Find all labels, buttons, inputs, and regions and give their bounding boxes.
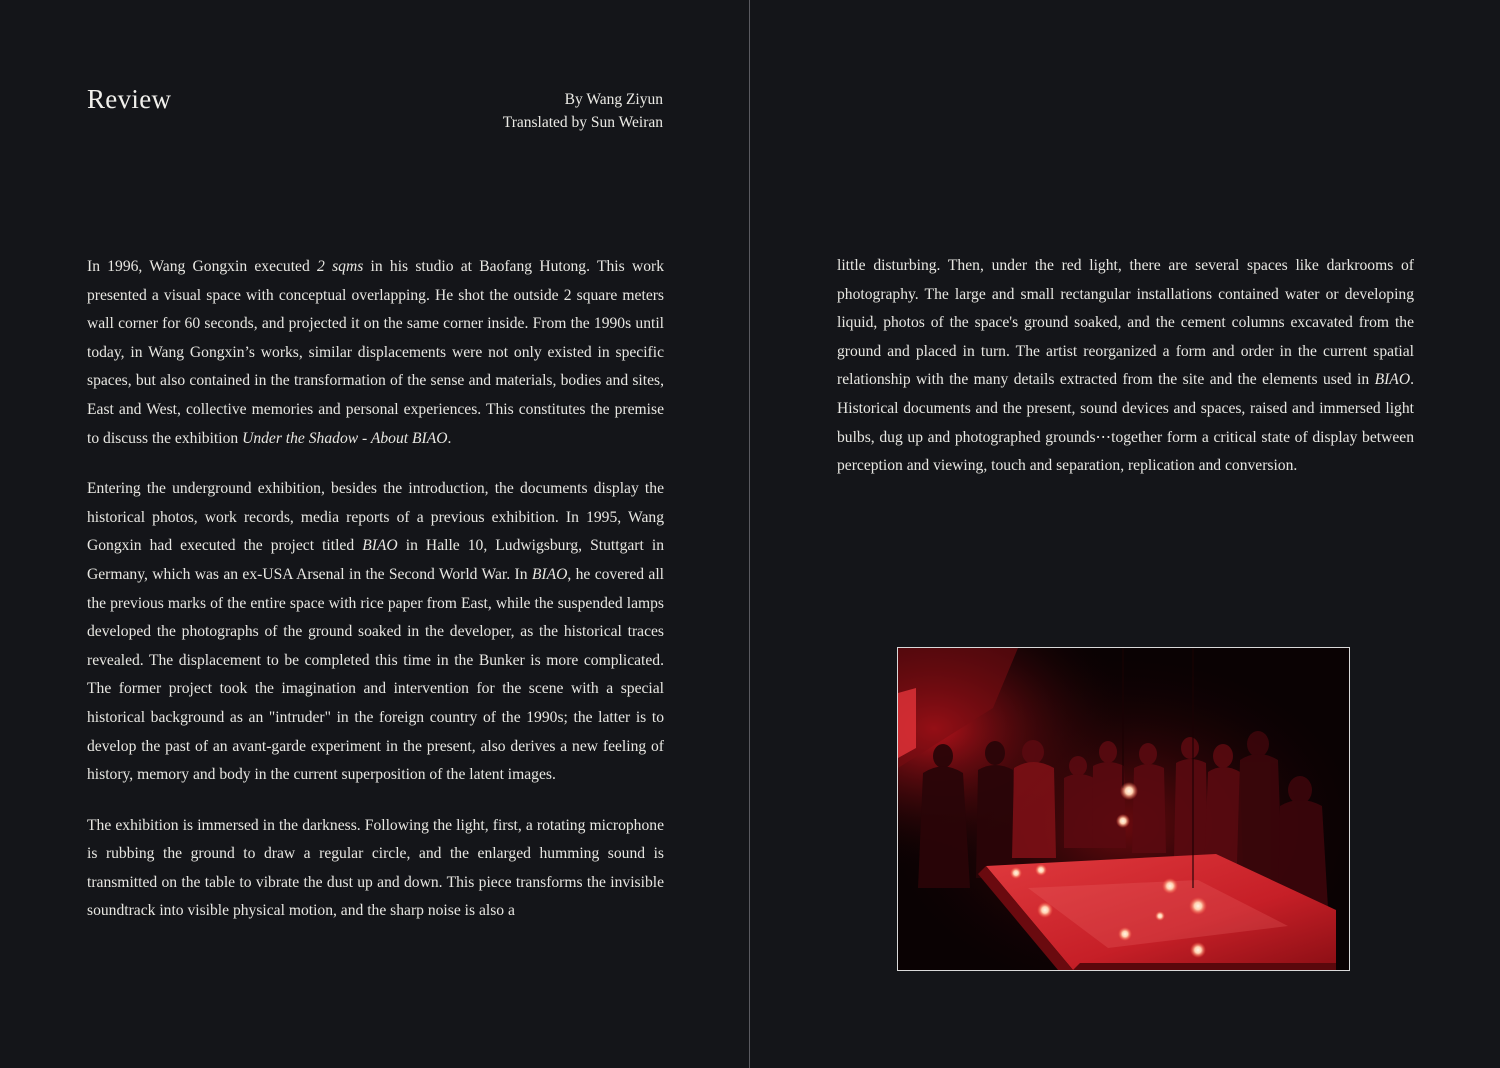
paragraph-text: in Halle 10, Ludwigsburg, Stuttgart in Germany, which was an ex-USA Arsenal in the Second World War. In [87, 537, 664, 583]
artwork-title: BIAO [1374, 371, 1411, 389]
paragraph [837, 252, 1414, 481]
author-credit: By Wang Ziyun [564, 91, 663, 108]
translator-credit: Translated by Sun Weiran [502, 114, 663, 131]
paragraph [87, 475, 664, 790]
exhibition-title: Under the Shadow - About BIAO [242, 429, 448, 447]
paragraph-text: , he covered all the previous marks of the entire space with rice paper from East, while the suspended lamps developed the photographs of the ground soaked in the developer, as the historical traces revealed. The displacement to be completed this time in the Bunker is more complicated. The former project took the imagination and intervention for the scene with a special historical background as an "intruder" in the foreign country of the 1990s; the latter is to develop the past of an avant-garde experiment in the present, also derives a new feeling of history, memory and body in the current superposition of the latent images. [87, 565, 664, 784]
paragraph-text: in his studio at Baofang Hutong. This work presented a visual space with conceptual overlapping. He shot the outside 2 square meters wall corner for 60 seconds, and projected it on the same corner inside. From the 1990s until today, in Wang Gongxin’s works, similar displacements were not only existed in specific spaces, but also contained in the transformation of the sense and materials, bodies and sites, East and West, collective memories and personal experiences. This constitutes the premise to discuss the exhibition [87, 258, 664, 447]
artwork-title: 2 sqms [317, 258, 364, 275]
paragraph [87, 812, 664, 926]
byline [503, 88, 663, 134]
paragraph [87, 253, 664, 453]
paragraph-text: . Historical documents and the present, sound devices and spaces, raised and immersed light bulbs, dug up and photographed grounds⋯together form a critical state of display between perception and viewing, touch and separation, replication and conversion. [837, 371, 1414, 475]
paragraph-text: In 1996, Wang Gongxin executed [87, 258, 318, 275]
paragraph-text: little disturbing. Then, under the red light, there are several spaces like darkrooms of photography. The large and small rectangular installations contained water or developing liquid, photos of the space's ground soaked, and the cement columns excavated from the ground and placed in turn. The artist reorganized a form and order in the current spatial relationship with the many details extracted from the site and the elements used in [837, 257, 1414, 389]
left-text-column [87, 253, 664, 926]
exhibition-photo [897, 647, 1350, 971]
exhibition-photo-image [898, 648, 1349, 970]
artwork-title: BIAO [531, 565, 568, 583]
left-page [0, 0, 749, 1068]
paragraph-text: . [447, 429, 452, 447]
section-title: Review [87, 84, 172, 114]
paragraph-text: Entering the underground exhibition, besides the introduction, the documents display the historical photos, work records, media reports of a previous exhibition. In 1995, Wang Gongxin had executed the project titled [87, 480, 664, 555]
right-text-column [837, 252, 1414, 481]
artwork-title: BIAO [362, 537, 398, 555]
right-page [750, 0, 1500, 1068]
paragraph-text: The exhibition is immersed in the darkness. Following the light, first, a rotating microphone is rubbing the ground to draw a regular circle, and the enlarged humming sound is transmitted on the table to vibrate the dust up and down. This piece transforms the invisible soundtrack into visible physical motion, and the sharp noise is also a [87, 816, 664, 920]
